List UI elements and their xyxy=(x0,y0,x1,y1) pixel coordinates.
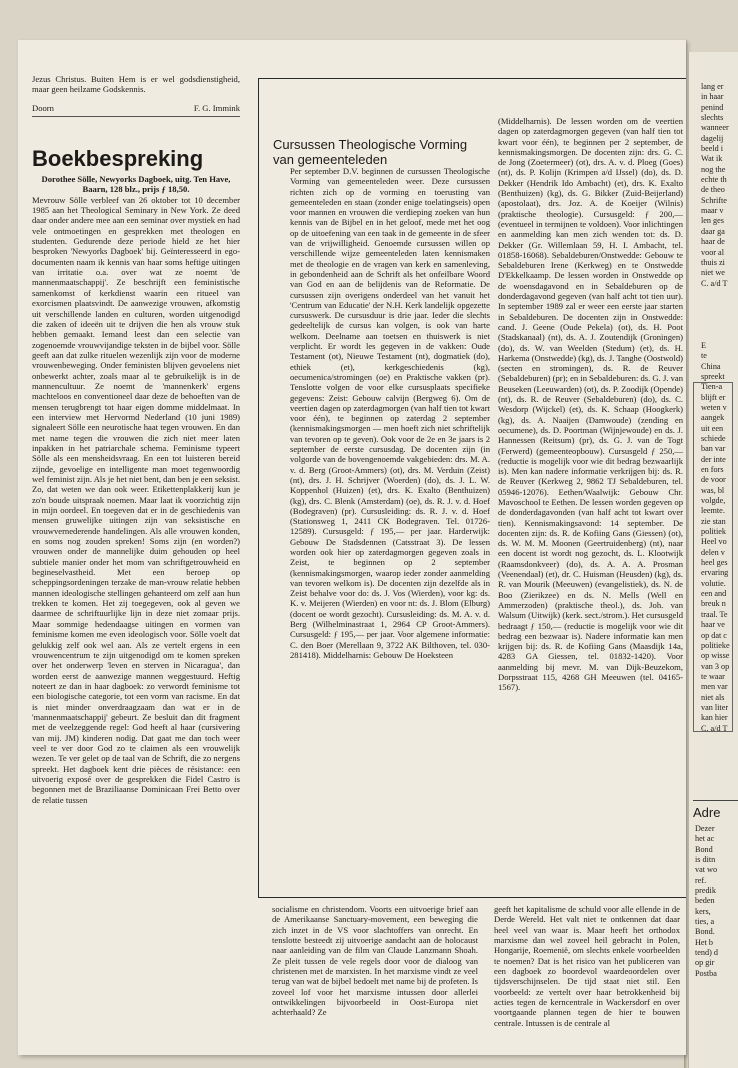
edge-adre-line: Bond xyxy=(695,844,713,854)
edge-box-line: ban var xyxy=(701,444,726,454)
edge-line: slechts xyxy=(701,113,724,123)
edge-box xyxy=(693,382,733,732)
edge-box-line: te waar xyxy=(701,671,725,681)
signoff-place: Doorn xyxy=(32,102,54,113)
edge-box-line: haar ve xyxy=(701,620,725,630)
courses-column-2: (Middelharnis). De lessen worden om de veertien dagen op zaterdagmorgen gegeven (van half tien tot kwart voor één), te beginnen per 2 september, de kennismakingsmorgen. De docenten zijn: drs. G. C. de Jong (Zoetermeer) (ot), drs. A. v. d. Ploeg (Goes) (nt), ds. P. Kolijn (Krimpen a/d IJssel) (do), ds. D. Dekker (Hendrik Ido Ambacht) (et), drs. K. Exalto (Benthuizen) (kg), ds. G. Bikker (Zuid-Beijerland) (apostolaat), drs. Joz. A. de Koeijer (Wilnis) (praktische theologie). Cursusgeld: ƒ 200,— (eventueel in termijnen te voldoen). Voor inlichtingen en aanmelding kan men zich wenden tot: ds. D. Dekker (Gr. Willemlaan 59, H. I. Ambacht, tel. 01858-16068). Sebaldeburen/Onstwedde: Gebouw te Sebaldeburen Irene (Kerkweg) en te Onstwedde D'Ekkelkaamp. De lessen worden in Onstwedde op de woensdagavond en in Sebaldeburen op de donderdagavond gegeven (van half acht tot tien uur). In september 1989 zal er weer een eerste jaar starten in Sebaldeburen. De docenten zijn in Onstwedde: cand. J. Geene (Oude Pekela) (ot), ds. H. Poot (Stadskanaal) (nt), ds. A. J. Zoutendijk (Groningen) (do), ds. W. van Weelden (Stedum) (et), ds. H. Harkema (Onstwedde) (kg), ds. J. Tanghe (Oostwold) (secten en stromingen), ds. R. de Reuver (Sebaldeburen) (pr); en in Sebaldeburen: ds. G. J. van Beuseken (Leeuwarden) (ot), ds. P. Zoodijk (Opende) (nt), ds. R. de Reuver (Sebaldeburen) (do), ds. C. Wesdorp (Wijckel) (et), ds. K. Schaap (Hoogkerk) (kg), ds. A. Naaijen (Damwoude) (zending en oecumene), ds. D. Poortman (Wijnjewoude) en ds. J. Hannessen (Reitsum) (pr), ds. G. J. van de Togt (Ferwerd) (gemeenteopbouw). Cursusgeld ƒ 250,— (reductie is mogelijk voor wie dit bedrag bezwaarlijk is). Men kan nadere informatie verkrijgen bij: ds. R. de Reuver (Kerkweg 2, 9862 TJ Sebaldeburen, tel. 05946-12076). Eethen/Waalwijk: Gebouw Chr. Mavoschool te Eethen. De lessen worden gegeven op de donderdagavonden (van half acht tot kwart over tien). Kennismakingsavond: 14 september. De docenten zijn: ds. R. de Kofiing Gans (Giessen) (ot), ds. W. M. M. Moonen (Geertruidenberg) (nt), naar een docent ist wordt nog gezocht, ds. L. Klootwijk (Raamsdonkveer) (do), ds. A. A. A. Prosman (Veenendaal) (et), dr. C. Huisman (Heusden) (kg), ds. R. van Mourik (Meeuwen) (evangelistiek), ds. N. de Boo (Zierikzee) en ds. N. Mells (Well en Ammerzoden) (praktische theol.), ds. Joh. van Walsum (Uitwijk) (kerk. sect./strom.). Het cursusgeld bedraagt ƒ 150,— (reductie is mogelijk voor wie dit bedrag een bezwaar is). Nadere informatie kan men krijgen bij: ds. R. de Kofiing Gans (Maasdijk 14a, 4283 GA Giessen, tel. 01832-1420). Voor aanmelding bij mevr. M. van Dijk-Beuzekom, Dorpsstraat 115, 4268 GH Meeuwen (tel. 04165-1567). xyxy=(498,116,683,693)
edge-box-line: Heel vo xyxy=(701,537,727,547)
edge-adre-line: Het b xyxy=(695,937,713,947)
left-column xyxy=(32,74,240,805)
review-body: Mevrouw Sölle verbleef van 26 oktober tot 10 december 1985 aan het Theological Seminary in New York. Ze deed daar onder andere mee aan een seminar over mystiek en had vele ontmoetingen en gesprekken met theologen en studenten. Gedurende deze periode hield ze het hier besproken 'Newyorks Dagboek' bij. Geïnteresseerd in ego-documenten naam ik kennis van haar soms heftige uitingen van irritatie o.a. over wat ze noemt 'de mannenmaatschappij'. Ze beschrijft een feministische samenkomst of kerkdienst waarin een ritueel van exorcismen plaatsvindt. De aanwezige vrouwen, afkomstig uit verschillende landen en culturen, worden uitgenodigd die zaken of ideeën uit te drijven die hen als vrouw stuk hebben gemaakt. Iemand leest dan een selectie van zogenoemde vrouwvijandige teksten in de bijbel voor. Sölle geeft aan dat zulke rituelen wezenlijk zijn voor de moderne vrouwenbeweging. Onder feministen blijven gevoelens niet onbewerkt achter, zoals maar al te gebruikelijk is in de mannencultuur. Ze noemt de 'mannenkerk' ergens machteloos en conventioneel daar deze de behoeften van de mensen terugbrengt tot haar eigen domme middelmaat. In een interview met Hervormd Nederland (10 juni 1989) signaleert Sölle een neurotische haat tegen vrouwen. En dan met name tegen die vrouwen die zich niet meer laten inpakken in het patriarchale schema. Feminisme typeert Sölle als een mensheidsvraag. En een tot luisteren bereid zijnde, gevoelige en intelligente man moet tegenwoordig wel feminist zijn. Als je het niet bent, dan ben je een seksist. Zo, dat weten we dan ook weer. Etikettenplakkerij kun je zo'n boude uitspraak noemen. Maar laat ik voorzichtig zijn in mijn oordeel. En toegeven dat er in de geschiedenis van mensen gruwelijke uitingen zijn van seksistische en vrouwvernederende handelingen. Als alle vrouwen konden, en soms nog zouden spreken! Soms zijn (en worden?) vrouwen onder de mannelijke duim gehouden op heel subtiele manier onder het mom van schriftgetrouwheid en begineselvastheid. Met een beroep op scheppingsordeningen terzake de man-vrouw relatie hebben mannen ideologische stellingen gehanteerd om zelf aan hun trekken te komen. Het zij toegegeven, ook al geven we daarmee de schriftuurlijke lijn in deze niet zomaar prijs. Maar sommige hedendaagse uitingen en vormen van feminisme komen me even ideologisch voor. Sölle voelt dat gelukkig zelf ook wel aan. Als ze vertelt ergens in een vrouwencentrum te zijn uitgenodigd om te komen spreken over het onderwerp 'leven en sterven in Nicaragua', dan worden eerst de aanwezige mannen weggestuurd. Heftig noteert ze dan in haar dagboek: zo verwordt feminisme tot een biologische categorie, tot een vorm van racisme. En dat is niet minder onverdraagzaam dan wat er in de 'mannenmaatschappij' gebeurt. Ze besluit dan dit fragment met de veelzeggende regel: God heeft al haar (cursivering van mij. JM) kinderen nodig. Dat gaat me dan toch weer veel te ver door God zo te claimen als een vrouwelijk wezen. Te ver gelet op de taal van de Schrift, die zo nergens spreekt. Het dagboek kent drie pièces de résistance: een uitvoerig exposé over de gesprekken die Fidel Castro is begonnen met de Braziliaanse Dominicaan Frei Betto over de relatie tussen xyxy=(32,194,240,805)
edge-box-line: van liter xyxy=(701,702,729,712)
edge-box-line: politieke xyxy=(701,640,730,650)
edge-box-line: ervaring xyxy=(701,568,729,578)
edge-box-line: uit een xyxy=(701,423,724,433)
edge-adre-line: beden xyxy=(695,896,715,906)
edge-box-line: schiede xyxy=(701,433,726,443)
edge-box-line: der inte xyxy=(701,454,726,464)
edge-adre-line: Postba xyxy=(695,968,717,978)
edge-line: Schrifte xyxy=(701,195,727,205)
edge-line: haar de xyxy=(701,237,725,247)
edge-adre-line: op gir xyxy=(695,958,715,968)
edge-spacer xyxy=(701,289,738,341)
edge-box-line: Tien-a xyxy=(701,382,723,392)
edge-line: lang er xyxy=(701,82,724,91)
edge-box-line: zie stan xyxy=(701,516,726,526)
edge-box-line: politiek xyxy=(701,527,727,537)
edge-box-line: was, bl xyxy=(701,485,725,495)
edge-box-line: kan hier xyxy=(701,713,728,723)
edge-box-line: te xyxy=(701,351,707,361)
edge-adre-line: is ditn xyxy=(695,855,716,865)
edge-line: thuis zi xyxy=(701,257,725,267)
edge-line: C. a/d T xyxy=(701,278,728,288)
edge-box-line: heel ges xyxy=(701,558,728,568)
review-subtitle: Dorothee Sölle, Newyorks Dagboek, uitg. Ten Have, Baarn, 128 blz., prijs ƒ 18,50. xyxy=(41,174,231,195)
edge-box-line: de voor xyxy=(701,475,726,485)
edge-box-line: weten v xyxy=(701,402,727,412)
edge-box-line: op wisse xyxy=(701,651,730,661)
edge-adre-line: ties, a xyxy=(695,917,715,927)
signoff xyxy=(32,103,240,117)
edge-line: echte th xyxy=(701,175,727,185)
edge-line: Wat ik xyxy=(701,154,723,164)
edge-line: in haar xyxy=(701,92,724,102)
edge-box-line: men var xyxy=(701,682,728,692)
edge-adre-line: tend) d xyxy=(695,948,718,958)
edge-box-line: spreekt xyxy=(701,371,725,381)
edge-box-line: China xyxy=(701,361,721,371)
edge-adre-line: ref. xyxy=(695,875,707,885)
edge-box-line: aangek xyxy=(701,413,725,423)
courses-heading: Cursussen Theologische Vorming van gemeenteleden xyxy=(273,137,468,167)
edge-adre-line: predik xyxy=(695,886,716,896)
edge-adre-line: vat wo xyxy=(695,865,718,875)
edge-box-line: C. a/d T xyxy=(701,723,728,733)
edge-line: wanneer xyxy=(701,123,729,133)
edge-line: nog the xyxy=(701,164,726,174)
edge-box-line: op dat c xyxy=(701,630,727,640)
edge-adre-line: het ac xyxy=(695,834,715,844)
review-continued-mid: socialisme en christendom. Voorts een uitvoerige brief aan de Amerikaanse Sanctuary-movement, een beweging die zich inzet in de VS voor slachtoffers van onrecht. En tenslotte besteedt zij uitvoerige aandacht aan de holocaust naar aanleiding van de film van Claude Lanzmann Shoah. Ze pleit tussen de vele regels door voor de dialoog van christenen met de marxisten. In het marxisme vindt ze veel terug van wat de bijbel bedoelt met name bij de profeten. Is zoveel lof voor het marxisme intussen door allerlei ontwikkelingen bijvoorbeeld in Oost-Europa niet achterhaald? Ze xyxy=(272,904,478,1018)
edge-line: beeld i xyxy=(701,144,724,154)
edge-box-line: traal. Te xyxy=(701,609,728,619)
edge-line: niet we xyxy=(701,268,725,278)
edge-box-line: volutie. xyxy=(701,578,726,588)
review-continued-right: geeft het kapitalisme de schuld voor alle ellende in de Derde Wereld. Het valt niet te ontkennen dat daar heel veel van waar is. Maar heeft het orthodox marxisme dan wel zoveel heil gebracht in Polen, Hongarije, Roemenië, om slechts enkele voorbeelden te noemen? Dat is het risico van het publiceren van een dagboek zo boordevol waardeoordelen over tijdsverschijnselen. De tijd staat niet stil. Een voorbeeld: ze vertelt over haar betrokkenheid bij acties tegen de kerncentrale in Wackersdorf en over voortgaande plannen tegen de hier te bouwen centrale. Intussen is de centrale al xyxy=(494,904,680,1028)
signoff-author: F. G. Immink xyxy=(193,102,240,113)
edge-box-line: van 3 op xyxy=(701,661,730,671)
edge-line: len ges xyxy=(701,216,724,226)
edge-line: voor al xyxy=(701,247,724,257)
edge-adre-text xyxy=(695,824,718,979)
adjacent-page-edge xyxy=(688,52,738,1068)
edge-box-line: delen v xyxy=(701,547,725,557)
edge-line: maar v xyxy=(701,206,724,216)
edge-line: daar ga xyxy=(701,226,725,236)
edge-box-line: blijft er xyxy=(701,392,726,402)
edge-box-line: breuk n xyxy=(701,599,726,609)
edge-box-line: leemte. xyxy=(701,506,725,516)
edge-box-line: E xyxy=(701,340,707,350)
edge-box-line: volgde, xyxy=(701,496,726,506)
edge-adre-line: Bond. xyxy=(695,927,715,937)
edge-line: dagelij xyxy=(701,133,724,143)
edge-line: penind xyxy=(701,102,724,112)
courses-column-1: Per september D.V. beginnen de cursussen Theologische Vorming van gemeenteleden weer. Deze cursussen richten zich op de vorming en toerusting van gemeenteleden en staan (zonder enige toelatingseis) open voor mannen en vrouwen die verdieping zoeken van hun kennis van de Bijbel en in het geloof, mede met het oog op de uitoefening van een taak in de gemeente in de sfeer van de vrijwilligheid. Genoemde cursussen willen op verschillende wijze gemeenteleden laten kennismaken met de theologie en de vragen van kerk en samenleving, in gebondenheid aan de Schrift als het onfeilbare Woord van God en aan de belijdenis van de Reformatie. De cursussen zijn overigens onderdeel van het vanuit het 'Centrum van Educatie' der N.H. Kerk landelijk opgezette cursuswerk. De cursusduur is drie jaar. Ieder die slechts gedeeltelijk de cursus kan volgen, is ook van harte welkom. Deelname aan toetsen en thuiswerk is niet verplicht. Er wordt les gegeven in de vakken: Oude Testament (ot), Nieuwe Testament (nt), dogmatiek (do), ethiek (et), kerkgeschiedenis (kg), oecumenica/stromingen (oe) en Praktische vakken (pr). Tenslotte volgen de voor elke cursusplaats specifieke gegevens: Zeist: Gebouw calvijn (Bergweg 6). Om de veertien dagen op zaterdagmorgen (van half tien tot kwart voor één), te beginnen op zaterdag 2 september (kennismakingsmorgen — men hoeft zich niet schriftelijk van tevoren op te geven). Ook voor de 2e en 3e jaars is 2 september de eerste cursusdag. De docenten zijn (in volgorde van de bovengenoemde vakgebieden: drs. M. A. v. d. Berg (Groot-Ammers) (ot), drs. M. Verduin (Zeist) (nt), drs. J. H. Schrijver (Woerden) (do), ds. J. L. W. Koppenhol (Huizen) (et), drs. K. Exalto (Benthuizen) (kg), drs. C. Blenk (Amsterdam) (oe), ds. R. J. v. d. Hoef (Bodegraven) (pr). Cursusleiding: ds. R. J. v. d. Hoef (Stationsweg 1, 2411 CK Bodegraven. Tel. 01726-12589). Cursusgeld: ƒ 195,— per jaar. Harderwijk: Gebouw De Stadsdennen (Catsstraat 3). De lessen worden ook hier op zaterdagmorgen gegeven zoals in Zeist, te beginnen op 2 september (kennismakingsmorgen, waarop ieder zonder aanmelding van tevoren welkom is). De docenten zijn dezelfde als in Zeist behalve voor do: ds. J. Vos (Wierden), voor kg: ds. K. v. Meijeren (Wierden) en voor nt: ds. J. Blom (Elburg) (docent oe wordt gezocht). Cursusleiding: ds. M. A. v. d. Berg (Wilhelminastraat 1, 2964 CP Groot-Ammers). Cursusgeld: ƒ 195,— per jaar. Voor algemene informatie: C. den Boer (Merellaan 9, 3722 AK Bilthoven, tel. 030-281418). Middelharnis: Gebouw De Hoeksteen xyxy=(290,166,490,660)
edge-box-line: een and xyxy=(701,589,727,599)
left-intro-text: Jezus Christus. Buiten Hem is er wel godsdienstigheid, maar geen heilzame Godskennis. xyxy=(32,74,240,95)
edge-adre-line: Dezer xyxy=(695,824,715,833)
newspaper-page xyxy=(18,40,686,1055)
edge-box-line: niet als xyxy=(701,692,725,702)
edge-line: de theo xyxy=(701,185,725,195)
edge-adre-line: kers, xyxy=(695,906,711,916)
edge-adre-heading: Adre xyxy=(693,800,738,820)
edge-box-line: en fors xyxy=(701,465,724,474)
review-heading: Boekbespreking xyxy=(32,146,204,172)
